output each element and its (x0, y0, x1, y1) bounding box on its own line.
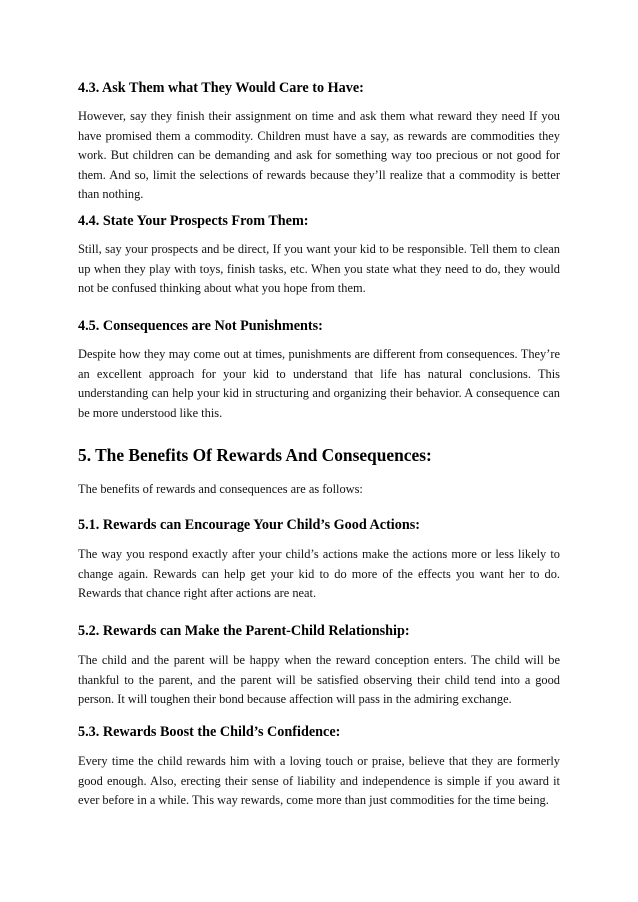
section-body-5-2: The child and the parent will be happy when the reward conception enters. The child will be thankful to the parent, and the parent will be satisfied observing their child tend into a good person. It will toughen their bond because affection will pass in the admiring exchange. (78, 653, 560, 707)
section-body-5-1: The way you respond exactly after your child’s actions make the actions more or less likely to change again. Rewards can help get your kid to do more of the effects you want her to do. Rewards that chance right after actions are neat. (78, 547, 560, 601)
section-body-4-3: However, say they finish their assignment on time and ask them what reward they need If you have promised them a commodity. Children must have a say, as rewards are commodities they work. But children can be demanding and ask for something way too precious or not good for them. And so, limit the selections of rewards because they’ll realize that a commodity is better than nothing. (78, 109, 560, 202)
section-heading-4-5: 4.5. Consequences are Not Punishments: (78, 318, 323, 334)
section-heading-5-3: 5.3. Rewards Boost the Child’s Confidence: (78, 724, 341, 740)
section-body-4-5: Despite how they may come out at times, punishments are different from consequences. They’re an excellent approach for your kid to understand that life has natural conclusions. This understanding can help your kid in structuring and organizing their behavior. A consequence can be more understood like this. (78, 347, 560, 420)
section-heading-5-2: 5.2. Rewards can Make the Parent-Child Relationship: (78, 623, 410, 639)
section-heading-5-1: 5.1. Rewards can Encourage Your Child’s Good Actions: (78, 517, 420, 533)
section-heading-5: 5. The Benefits Of Rewards And Consequences: (78, 445, 432, 465)
section-heading-4-3: 4.3. Ask Them what They Would Care to Have: (78, 80, 364, 96)
section-heading-4-4: 4.4. State Your Prospects From Them: (78, 213, 309, 229)
section-body-5: The benefits of rewards and consequences are as follows: (78, 482, 363, 496)
section-body-5-3: Every time the child rewards him with a loving touch or praise, believe that they are formerly good enough. Also, erecting their sense of liability and independence is simple if you award it ever before in a while. This way rewards, come more than just commodities for the time being. (78, 754, 560, 808)
section-body-4-4: Still, say your prospects and be direct, If you want your kid to be responsible. Tell them to clean up when they play with toys, finish tasks, etc. When you state what they need to do, they would not be confused thinking about what you hope from them. (78, 242, 560, 296)
